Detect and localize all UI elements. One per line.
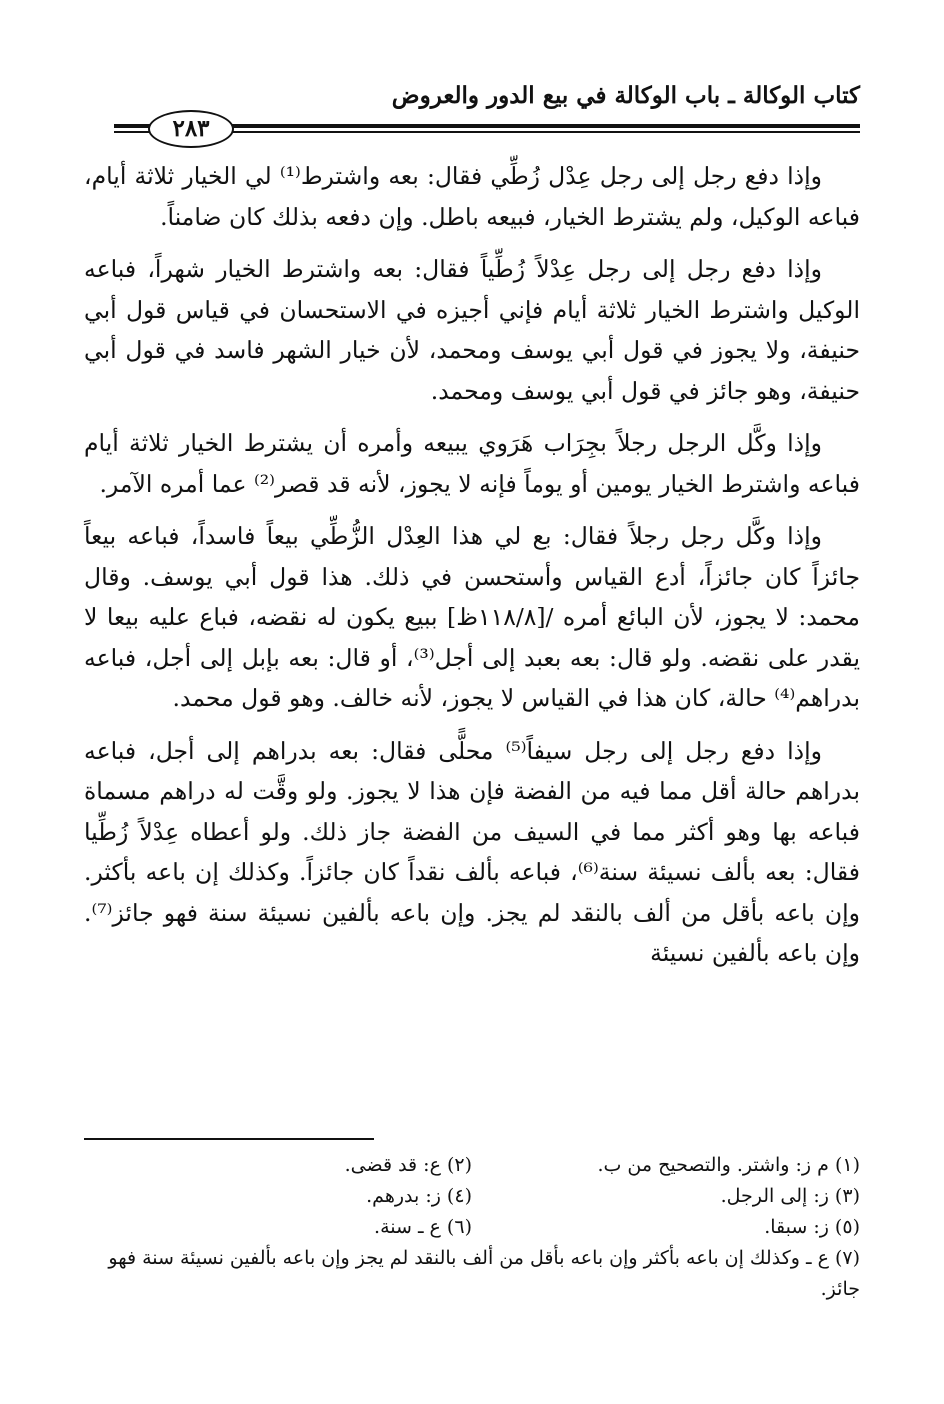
footnote-4: (٤) ز: بدرهم. [366,1185,472,1207]
paragraph-5: وإذا دفع رجل إلى رجل سيفاً⁽⁵⁾ محلًّى فقال: بعه بدراهم إلى أجل، فباعه بدراهم حالة أقل مما فيه من الفضة فإن هذا لا يجوز. ولو وقَّت له دراهم مسماة فباعه بها وهو أكثر مما في السيف من الفضة جاز ذلك. ولو أعطاه عِدْلاً زُطِّيا فقال: بعه بألف نسيئة سنة⁽⁶⁾، فباعه بألف نقداً كان جائزاً. وكذلك إن باعه بأكثر. وإن باعه بأقل من ألف بالنقد لم يجز. وإن باعه بألفين نسيئة سنة فهو جائز⁽⁷⁾. وإن باعه بألفين نسيئة [84,736,860,967]
footnote-5: (٥) ز: سبقا. [764,1216,860,1238]
footnote-3: (٣) ز: إلى الرجل. [720,1185,860,1207]
footnote-row [84,1181,860,1212]
paragraph-4: وإذا وكَّل رجل رجلاً فقال: بع لي هذا العِدْل الزُّطِّي بيعاً فاسداً، فباعه بيعاً جائزاً كان جائزاً، أدع القياس وأستحسن في ذلك. هذا قول أبي يوسف. وقال محمد: لا يجوز، لأن البائع أمره /[١١٨/٨ظ] ببيع يكون له نقضه، فباع عليه بيعا لا يقدر على نقضه. ولو قال: بعه بعبد إلى أجل⁽³⁾، أو قال: بعه بإبل إلى أجل، فباعه بدراهم⁽⁴⁾ حالة، كان هذا في القياس لا يجوز، لأنه خالف. وهو قول محمد. [84,522,861,712]
footnote-row [84,1150,860,1181]
page-number: ٢٨٣ [148,110,234,148]
footnotes [84,1150,860,1305]
footnote-row [84,1212,860,1243]
footnote-1: (١) م ز: واشتر. والتصحيح من ب. [597,1154,860,1176]
main-text [84,156,860,986]
footnote-6: (٦) ع ـ سنة. [374,1216,472,1238]
paragraph-2: وإذا دفع رجل إلى رجل عِدْلاً زُطِّياً فقال: بعه واشترط الخيار شهراً، فباعه الوكيل واشترط الخيار ثلاثة أيام فإني أجيزه في الاستحسان في قياس قول أبي حنيفة، ولا يجوز في قول أبي يوسف ومحمد، لأن خيار الشهر فاسد في قول أبي حنيفة، وهو جائز في قول أبي يوسف ومحمد. [84,255,860,405]
footnote-separator [84,1138,374,1140]
running-head: كتاب الوكالة ـ باب الوكالة في بيع الدور والعروض [391,82,860,109]
footnote-2: (٢) ع: قد قضى. [344,1154,472,1176]
paragraph-1: وإذا دفع رجل إلى رجل عِدْل زُطِّي فقال: بعه واشترط⁽¹⁾ لي الخيار ثلاثة أيام، فباعه الوكيل، ولم يشترط الخيار، فبيعه باطل. وإن دفعه بذلك كان ضامناً. [84,162,860,231]
footnote-7: (٧) ع ـ وكذلك إن باعه بأكثر وإن باعه بأقل من ألف بالنقد لم يجز وإن باعه بألفين نسيئة سنة فهو جائز. [108,1247,860,1300]
paragraph-3: وإذا وكَّل الرجل رجلاً بجِرَاب هَرَوي يبيعه وأمره أن يشترط الخيار ثلاثة أيام فباعه واشترط الخيار يومين أو يوماً فإنه لا يجوز، لأنه قد قصر⁽²⁾ عما أمره الآمر. [84,429,860,498]
